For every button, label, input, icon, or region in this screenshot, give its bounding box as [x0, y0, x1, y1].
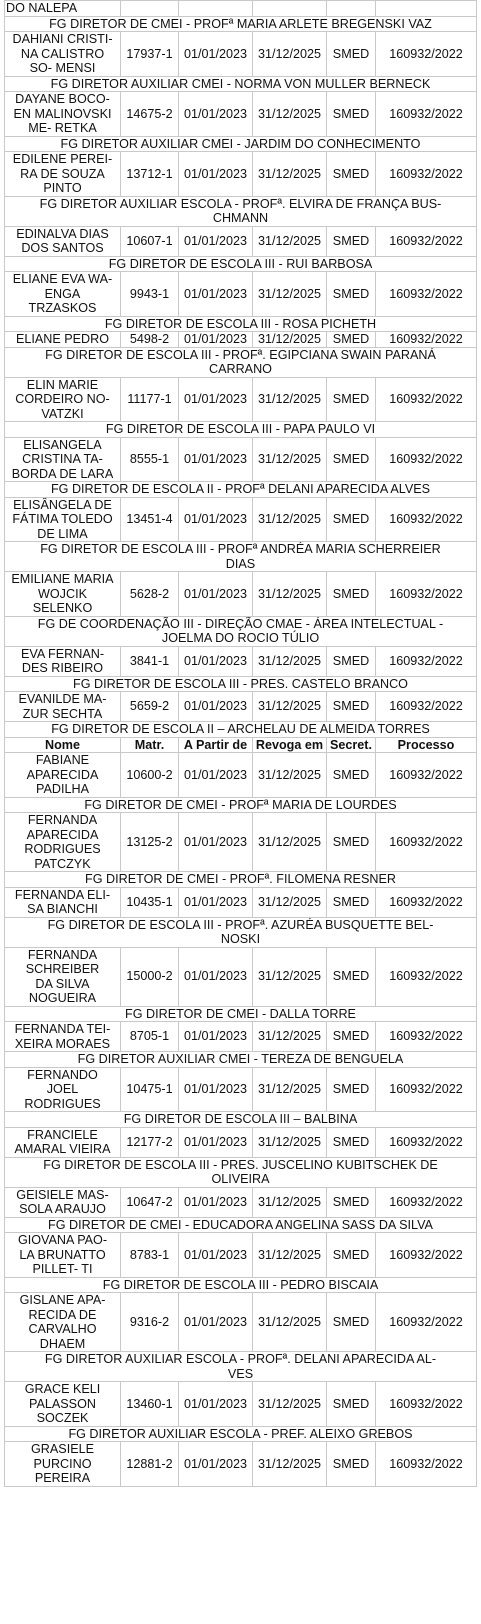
name-cell: GRASIELE PURCINO PEREIRA	[5, 1442, 121, 1487]
section-heading: FG DIRETOR DE ESCOLA III – BALBINA	[5, 1112, 477, 1128]
section-heading-row	[5, 76, 477, 92]
name-cell: ELIANE PEDRO	[5, 332, 121, 348]
process-cell: 160932/2022	[376, 692, 477, 722]
name-cell: FERNANDA ELI- SA BIANCHI	[5, 887, 121, 917]
process-cell: 160932/2022	[376, 1293, 477, 1352]
table-row	[5, 332, 477, 348]
section-heading: FG DIRETOR AUXILIAR CMEI - NORMA VON MULLER BERNECK	[5, 76, 477, 92]
registration-cell: 11177-1	[121, 377, 179, 422]
registration-cell: 5628-2	[121, 572, 179, 617]
end-date-cell: 31/12/2025	[253, 1067, 327, 1112]
registration-cell: 10475-1	[121, 1067, 179, 1112]
section-heading-row	[5, 542, 477, 572]
secretariat-cell: SMED	[327, 1233, 376, 1278]
secretariat-cell: SMED	[327, 813, 376, 872]
registration-cell: 3841-1	[121, 646, 179, 676]
end-date-cell: 31/12/2025	[253, 1233, 327, 1278]
registration-cell: 12177-2	[121, 1127, 179, 1157]
section-heading: FG DIRETOR DE ESCOLA II - PROFª DELANI APARECIDA ALVES	[5, 482, 477, 498]
end-date-cell: 31/12/2025	[253, 1382, 327, 1427]
section-heading-row	[5, 1217, 477, 1233]
start-date-cell: 01/01/2023	[179, 947, 253, 1006]
start-date-cell: 01/01/2023	[179, 1067, 253, 1112]
header-process: Processo	[376, 737, 477, 753]
section-heading-row	[5, 1052, 477, 1068]
process-cell: 160932/2022	[376, 887, 477, 917]
section-heading-row	[5, 422, 477, 438]
column-header-row	[5, 737, 477, 753]
end-date-cell: 31/12/2025	[253, 272, 327, 317]
secretariat-cell: SMED	[327, 753, 376, 798]
section-heading-row	[5, 1112, 477, 1128]
secretariat-cell: SMED	[327, 332, 376, 348]
process-cell: 160932/2022	[376, 753, 477, 798]
end-date-cell: 31/12/2025	[253, 572, 327, 617]
registration-cell: 15000-2	[121, 947, 179, 1006]
process-cell: 160932/2022	[376, 226, 477, 256]
end-date-cell: 31/12/2025	[253, 226, 327, 256]
registration-cell: 13125-2	[121, 813, 179, 872]
registration-cell: 8705-1	[121, 1022, 179, 1052]
process-cell: 160932/2022	[376, 646, 477, 676]
end-date-cell: 31/12/2025	[253, 332, 327, 348]
process-cell: 160932/2022	[376, 1382, 477, 1427]
name-cell: FERNANDA TEI- XEIRA MORAES	[5, 1022, 121, 1052]
secretariat-cell: SMED	[327, 1127, 376, 1157]
end-date-cell: 31/12/2025	[253, 1293, 327, 1352]
name-cell: FABIANE APARECIDA PADILHA	[5, 753, 121, 798]
process-cell: 160932/2022	[376, 437, 477, 482]
process-cell: 160932/2022	[376, 497, 477, 542]
registration-cell: 13460-1	[121, 1382, 179, 1427]
table-row	[5, 1233, 477, 1278]
fragment-row	[5, 1, 477, 17]
start-date-cell: 01/01/2023	[179, 692, 253, 722]
registration-cell: 10607-1	[121, 226, 179, 256]
end-date-cell: 31/12/2025	[253, 646, 327, 676]
name-cell: EVANILDE MA- ZUR SECHTA	[5, 692, 121, 722]
name-cell: FRANCIELE AMARAL VIEIRA	[5, 1127, 121, 1157]
end-date-cell: 31/12/2025	[253, 887, 327, 917]
table-row	[5, 692, 477, 722]
end-date-cell: 31/12/2025	[253, 1022, 327, 1052]
process-cell: 160932/2022	[376, 1127, 477, 1157]
section-heading-row	[5, 1157, 477, 1187]
section-heading-row	[5, 1352, 477, 1382]
process-cell: 160932/2022	[376, 377, 477, 422]
secretariat-cell: SMED	[327, 272, 376, 317]
name-cell: ELIN MARIE CORDEIRO NO- VATZKI	[5, 377, 121, 422]
section-heading: FG DIRETOR DE ESCOLA III - PEDRO BISCAIA	[5, 1277, 477, 1293]
section-heading: FG DIRETOR AUXILIAR CMEI - JARDIM DO CONHECIMENTO	[5, 136, 477, 152]
table-row	[5, 1293, 477, 1352]
section-heading: FG DIRETOR DE ESCOLA III - PROFª ANDRÉA MARIA SCHERREIER DIAS	[5, 542, 477, 572]
start-date-cell: 01/01/2023	[179, 813, 253, 872]
section-heading: FG DIRETOR DE CMEI - EDUCADORA ANGELINA SASS DA SILVA	[5, 1217, 477, 1233]
start-date-cell: 01/01/2023	[179, 497, 253, 542]
table-row	[5, 1022, 477, 1052]
secretariat-cell: SMED	[327, 377, 376, 422]
name-cell: ELIANE EVA WA- ENGA TRZASKOS	[5, 272, 121, 317]
registration-cell: 9316-2	[121, 1293, 179, 1352]
secretariat-cell: SMED	[327, 572, 376, 617]
section-heading-row	[5, 482, 477, 498]
table-row	[5, 437, 477, 482]
section-heading-row	[5, 256, 477, 272]
table-row	[5, 377, 477, 422]
appointments-table	[4, 0, 477, 1487]
table-row	[5, 497, 477, 542]
secretariat-cell: SMED	[327, 497, 376, 542]
section-heading: FG DIRETOR DE CMEI - DALLA TORRE	[5, 1006, 477, 1022]
start-date-cell: 01/01/2023	[179, 887, 253, 917]
process-cell: 160932/2022	[376, 92, 477, 137]
secretariat-cell: SMED	[327, 92, 376, 137]
name-cell: EDILENE PEREI- RA DE SOUZA PINTO	[5, 152, 121, 197]
process-cell: 160932/2022	[376, 1022, 477, 1052]
end-date-cell: 31/12/2025	[253, 437, 327, 482]
section-heading: FG DIRETOR DE CMEI - PROFª MARIA DE LOURDES	[5, 797, 477, 813]
section-heading-row	[5, 1006, 477, 1022]
registration-cell: 5659-2	[121, 692, 179, 722]
end-date-cell: 31/12/2025	[253, 152, 327, 197]
section-heading: FG DIRETOR AUXILIAR ESCOLA - PROFª. DELANI APARECIDA AL- VES	[5, 1352, 477, 1382]
name-cell: FERNANDA SCHREIBER DA SILVA NOGUEIRA	[5, 947, 121, 1006]
end-date-cell: 31/12/2025	[253, 753, 327, 798]
name-cell: DAHIANI CRISTI- NA CALISTRO SO- MENSI	[5, 32, 121, 77]
name-cell: DO NALEPA	[5, 1, 121, 17]
section-heading-row	[5, 676, 477, 692]
table-row	[5, 813, 477, 872]
registration-cell: 13451-4	[121, 497, 179, 542]
process-cell: 160932/2022	[376, 1187, 477, 1217]
table-row	[5, 1127, 477, 1157]
name-cell: ELISÂNGELA DE FÁTIMA TOLEDO DE LIMA	[5, 497, 121, 542]
header-secretariat: Secret.	[327, 737, 376, 753]
start-date-cell: 01/01/2023	[179, 1442, 253, 1487]
registration-cell: 17937-1	[121, 32, 179, 77]
name-cell: FERNANDA APARECIDA RODRIGUES PATCZYK	[5, 813, 121, 872]
process-cell: 160932/2022	[376, 332, 477, 348]
name-cell: EDINALVA DIAS DOS SANTOS	[5, 226, 121, 256]
header-end-date: Revoga em	[253, 737, 327, 753]
secretariat-cell: SMED	[327, 226, 376, 256]
process-cell: 160932/2022	[376, 572, 477, 617]
section-heading-row	[5, 136, 477, 152]
table-row	[5, 32, 477, 77]
end-date-cell: 31/12/2025	[253, 32, 327, 77]
section-heading: FG DIRETOR DE ESCOLA III - RUI BARBOSA	[5, 256, 477, 272]
section-heading-row	[5, 872, 477, 888]
process-cell: 160932/2022	[376, 272, 477, 317]
name-cell: GISLANE APA- RECIDA DE CARVALHO DHAEM	[5, 1293, 121, 1352]
registration-cell: 5498-2	[121, 332, 179, 348]
section-heading-row	[5, 316, 477, 332]
start-date-cell: 01/01/2023	[179, 1022, 253, 1052]
table-row	[5, 1442, 477, 1487]
section-heading: FG DE COORDENAÇÃO III - DIREÇÃO CMAE - ÁREA INTELECTUAL - JOELMA DO ROCIO TÚLIO	[5, 616, 477, 646]
section-heading-row	[5, 347, 477, 377]
secretariat-cell: SMED	[327, 947, 376, 1006]
start-date-cell: 01/01/2023	[179, 32, 253, 77]
secretariat-cell: SMED	[327, 1293, 376, 1352]
process-cell: 160932/2022	[376, 813, 477, 872]
secretariat-cell: SMED	[327, 1022, 376, 1052]
name-cell: GEISIELE MAS- SOLA ARAUJO	[5, 1187, 121, 1217]
secretariat-cell: SMED	[327, 152, 376, 197]
start-date-cell: 01/01/2023	[179, 332, 253, 348]
section-heading-row	[5, 1277, 477, 1293]
registration-cell: 10647-2	[121, 1187, 179, 1217]
section-heading: FG DIRETOR DE ESCOLA III - ROSA PICHETH	[5, 316, 477, 332]
process-cell: 160932/2022	[376, 1233, 477, 1278]
section-heading-row	[5, 1426, 477, 1442]
section-heading: FG DIRETOR DE ESCOLA III - PROFª. AZURÉA BUSQUETTE BEL- NOSKI	[5, 917, 477, 947]
start-date-cell: 01/01/2023	[179, 1382, 253, 1427]
end-date-cell: 31/12/2025	[253, 1442, 327, 1487]
section-heading: FG DIRETOR DE CMEI - PROFª. FILOMENA RESNER	[5, 872, 477, 888]
start-date-cell: 01/01/2023	[179, 272, 253, 317]
name-cell: EVA FERNAN- DES RIBEIRO	[5, 646, 121, 676]
section-heading-row	[5, 196, 477, 226]
name-cell: DAYANE BOCO- EN MALINOVSKI ME- RETKA	[5, 92, 121, 137]
start-date-cell: 01/01/2023	[179, 1127, 253, 1157]
end-date-cell: 31/12/2025	[253, 1187, 327, 1217]
start-date-cell: 01/01/2023	[179, 437, 253, 482]
table-row	[5, 753, 477, 798]
section-heading: FG DIRETOR DE ESCOLA III - PRES. JUSCELINO KUBITSCHEK DE OLIVEIRA	[5, 1157, 477, 1187]
process-cell: 160932/2022	[376, 32, 477, 77]
section-heading: FG DIRETOR DE ESCOLA III - PAPA PAULO VI	[5, 422, 477, 438]
table-row	[5, 226, 477, 256]
section-heading: FG DIRETOR DE CMEI - PROFª MARIA ARLETE BREGENSKI VAZ	[5, 16, 477, 32]
name-cell: EMILIANE MARIA WOJCIK SELENKO	[5, 572, 121, 617]
secretariat-cell: SMED	[327, 887, 376, 917]
start-date-cell: 01/01/2023	[179, 1233, 253, 1278]
section-heading: FG DIRETOR AUXILIAR ESCOLA - PREF. ALEIXO GREBOS	[5, 1426, 477, 1442]
section-heading-row	[5, 616, 477, 646]
end-date-cell: 31/12/2025	[253, 92, 327, 137]
start-date-cell: 01/01/2023	[179, 1293, 253, 1352]
name-cell: GRACE KELI PALASSON SOCZEK	[5, 1382, 121, 1427]
table-row	[5, 646, 477, 676]
section-heading-row	[5, 917, 477, 947]
start-date-cell: 01/01/2023	[179, 572, 253, 617]
table-row	[5, 1187, 477, 1217]
end-date-cell: 31/12/2025	[253, 497, 327, 542]
registration-cell: 9943-1	[121, 272, 179, 317]
table-row	[5, 1382, 477, 1427]
start-date-cell: 01/01/2023	[179, 646, 253, 676]
start-date-cell: 01/01/2023	[179, 753, 253, 798]
start-date-cell: 01/01/2023	[179, 152, 253, 197]
end-date-cell: 31/12/2025	[253, 377, 327, 422]
section-heading: FG DIRETOR AUXILIAR ESCOLA - PROFª. ELVIRA DE FRANÇA BUS- CHMANN	[5, 196, 477, 226]
name-cell: ELISANGELA CRISTINA TA- BORDA DE LARA	[5, 437, 121, 482]
section-heading: FG DIRETOR DE ESCOLA III - PRES. CASTELO BRANCO	[5, 676, 477, 692]
secretariat-cell: SMED	[327, 437, 376, 482]
process-cell: 160932/2022	[376, 152, 477, 197]
start-date-cell: 01/01/2023	[179, 92, 253, 137]
end-date-cell: 31/12/2025	[253, 947, 327, 1006]
registration-cell: 10435-1	[121, 887, 179, 917]
header-start-date: A Partir de	[179, 737, 253, 753]
registration-cell: 14675-2	[121, 92, 179, 137]
registration-cell: 12881-2	[121, 1442, 179, 1487]
section-heading: FG DIRETOR AUXILIAR CMEI - TEREZA DE BENGUELA	[5, 1052, 477, 1068]
registration-cell: 8555-1	[121, 437, 179, 482]
end-date-cell: 31/12/2025	[253, 813, 327, 872]
table-row	[5, 887, 477, 917]
process-cell: 160932/2022	[376, 1067, 477, 1112]
registration-cell: 10600-2	[121, 753, 179, 798]
start-date-cell: 01/01/2023	[179, 377, 253, 422]
table-row	[5, 92, 477, 137]
table-row	[5, 572, 477, 617]
section-heading-row	[5, 797, 477, 813]
table-row	[5, 1067, 477, 1112]
process-cell: 160932/2022	[376, 1442, 477, 1487]
end-date-cell: 31/12/2025	[253, 692, 327, 722]
start-date-cell: 01/01/2023	[179, 226, 253, 256]
registration-cell: 8783-1	[121, 1233, 179, 1278]
header-registration: Matr.	[121, 737, 179, 753]
secretariat-cell: SMED	[327, 32, 376, 77]
end-date-cell: 31/12/2025	[253, 1127, 327, 1157]
table-row	[5, 272, 477, 317]
secretariat-cell: SMED	[327, 646, 376, 676]
secretariat-cell: SMED	[327, 692, 376, 722]
secretariat-cell: SMED	[327, 1067, 376, 1112]
registration-cell: 13712-1	[121, 152, 179, 197]
table-row	[5, 947, 477, 1006]
start-date-cell: 01/01/2023	[179, 1187, 253, 1217]
name-cell: FERNANDO JOEL RODRIGUES	[5, 1067, 121, 1112]
process-cell: 160932/2022	[376, 947, 477, 1006]
section-heading: FG DIRETOR DE ESCOLA II – ARCHELAU DE ALMEIDA TORRES	[5, 722, 477, 738]
document-page	[4, 0, 476, 1624]
secretariat-cell: SMED	[327, 1382, 376, 1427]
section-heading-row	[5, 16, 477, 32]
section-heading: FG DIRETOR DE ESCOLA III - PROFª. EGIPCIANA SWAIN PARANÁ CARRANO	[5, 347, 477, 377]
table-body	[5, 1, 477, 1487]
table-row	[5, 152, 477, 197]
header-name: Nome	[5, 737, 121, 753]
secretariat-cell: SMED	[327, 1442, 376, 1487]
secretariat-cell: SMED	[327, 1187, 376, 1217]
name-cell: GIOVANA PAO- LA BRUNATTO PILLET- TI	[5, 1233, 121, 1278]
section-heading-row	[5, 722, 477, 738]
